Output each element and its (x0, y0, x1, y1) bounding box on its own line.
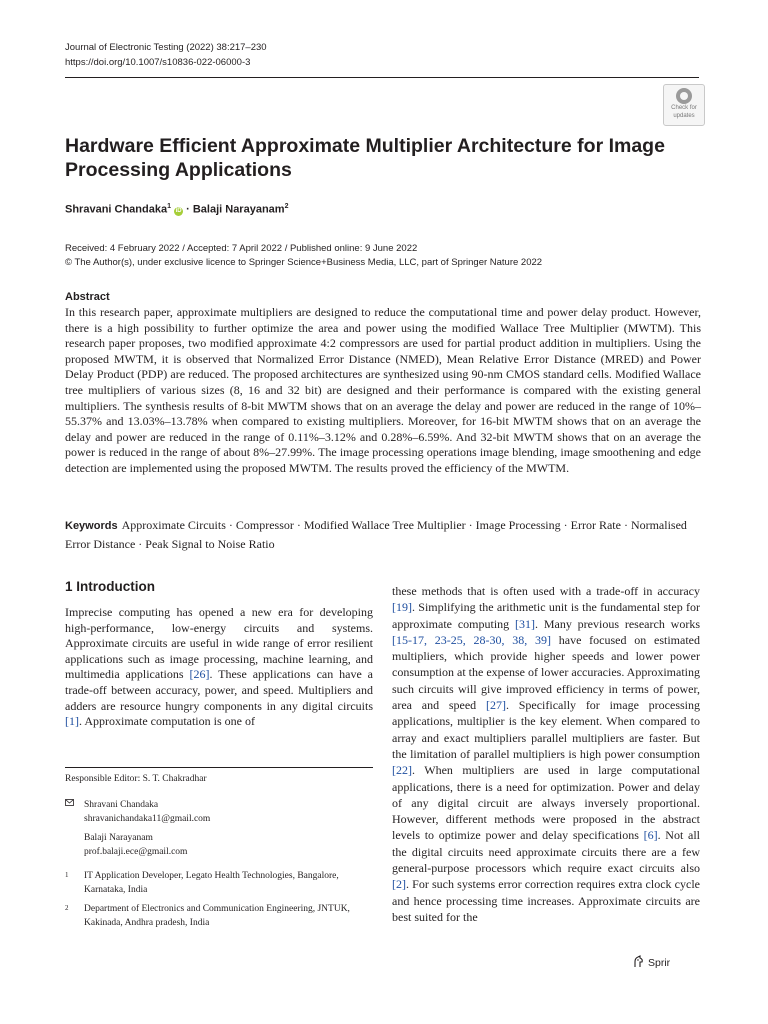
body-text: these methods that is often used with a trade-off in accuracy (392, 584, 700, 598)
keywords (65, 516, 701, 553)
intro-column-left (65, 605, 373, 730)
check-for-updates-badge[interactable] (663, 84, 705, 126)
author-list (65, 203, 288, 216)
body-text: . Not all the digital circuits need approximate circuits there are a few general-purpose processors which require exact circuits also (392, 828, 700, 876)
citation-link[interactable]: [1] (65, 714, 79, 729)
affiliation-marker: 2 (284, 203, 289, 210)
author-name: Shravani Chandaka (84, 800, 159, 810)
body-text: . These applications can have a trade-off between accuracy, power, and speed. Multipliers and adders are resource hungry components in any digital circuits (65, 667, 374, 713)
badge-line2: updates (673, 112, 695, 119)
abstract-heading: Abstract (65, 291, 110, 303)
paper-title: Hardware Efficient Approximate Multiplier Architecture for Image Processing Applications (65, 135, 665, 181)
intro-column-right (392, 583, 700, 925)
author-name[interactable]: Balaji Narayanam (192, 203, 285, 216)
badge-line1: Check for (671, 105, 697, 111)
author-email[interactable]: prof.balaji.ece@gmail.com (84, 846, 188, 857)
author-name: Balaji Narayanam (84, 833, 153, 843)
affiliation-text: IT Application Developer, Legato Health Technologies, Bangalore, Karnataka, India (84, 871, 339, 895)
citation-link[interactable]: [2] (392, 877, 406, 892)
springer-horse-icon (632, 955, 645, 971)
corresponding-author-block (65, 799, 375, 859)
keywords-heading: Keywords (65, 520, 118, 532)
body-text: have focused on estimated multipliers, which provide higher speeds and lower power consumption at the expense of lower accuracies. Approximating such circuits will give improved efficiency in terms of power, area and speed (392, 632, 700, 713)
body-text: . Simplifying the arithmetic unit is the fundamental step for approximate computing (392, 600, 700, 631)
citation-link[interactable]: [27] (485, 698, 506, 713)
affiliation-2 (65, 903, 375, 930)
doi-link[interactable]: https://doi.org/10.1007/s10836-022-06000-3 (65, 57, 251, 68)
journal-header (65, 40, 267, 70)
author-separator: · (183, 203, 193, 216)
citation-link[interactable]: [19] (392, 600, 412, 615)
body-text: . For such systems error correction requires extra clock cycle and hence processing time increases. Approximate circuits are best suited for the (392, 877, 700, 924)
keywords-text: Approximate Circuits · Compressor · Modified Wallace Tree Multiplier · Image Processing · Error Rate · Normalised Error Distance · Peak Signal to Noise Ratio (65, 518, 687, 551)
citation-link[interactable]: [26] (189, 667, 210, 682)
body-text: . Specifically for image processing applications, multiplier is the key element. When compared to array and exact multipliers parallel multipliers are faster. But the limitation of parallel multipliers is high power consumption (392, 698, 700, 761)
publisher-logo (632, 955, 670, 971)
body-text: Imprecise computing has opened a new era for developing high-performance, low-energy circuits and systems. Approximate circuits are useful in wide range of error resilient applications such as image processing, machine learning, and multimedia applications (65, 605, 373, 682)
author-name[interactable]: Shravani Chandaka (65, 203, 168, 216)
envelope-icon[interactable] (65, 799, 74, 809)
citation-link[interactable]: [6] (643, 828, 658, 843)
body-text: . Many previous research works (535, 616, 700, 631)
copyright-line: © The Author(s), under exclusive licence to Springer Science+Business Media, LLC, part of Springer Nature 2022 (65, 257, 543, 268)
received-dates: Received: 4 February 2022 / Accepted: 7 April 2022 / Published online: 9 June 2022 (65, 243, 418, 254)
footnote-rule (65, 767, 373, 768)
header-rule (65, 77, 699, 78)
section-heading: 1 Introduction (65, 579, 155, 594)
citation-link[interactable]: [22] (392, 763, 412, 778)
citation-link[interactable]: [15-17, 23-25, 28-30, 38, 39] (392, 632, 552, 647)
journal-citation: Journal of Electronic Testing (2022) 38:217–230 (65, 42, 267, 53)
affiliation-text: Department of Electronics and Communication Engineering, JNTUK, Kakinada, Andhra pradesh, India (84, 904, 350, 928)
affiliation-1 (65, 870, 375, 897)
body-text: . Approximate computation is one of (79, 714, 255, 729)
body-text: . When multipliers are used in large computational applications, there is a need for optimization. Power and delay of any digital circuit are always inversely proportional. However, different methods were proposed in the abstract levels to optimize power and delay specifications (392, 763, 700, 843)
publisher-name: Sprir (648, 957, 671, 969)
responsible-editor: Responsible Editor: S. T. Chakradhar (65, 774, 207, 784)
check-for-updates-icon (676, 88, 692, 104)
affiliation-number: 2 (65, 904, 69, 912)
affiliation-number: 1 (65, 871, 69, 879)
citation-link[interactable]: [31] (515, 616, 535, 631)
affiliation-marker: 1 (167, 203, 171, 210)
author-email[interactable]: shravanichandaka11@gmail.com (84, 813, 211, 824)
publication-dates (65, 242, 542, 270)
abstract-text: In this research paper, approximate multipliers are designed to reduce the computational time and power delay product. However, there is a high possibility to further optimize the area and power using the modified Wallace Tree Multiplier (MWTM). This research paper proposes, two modified approximate 4:2 compressors are used for partial product addition in multipliers. Using the proposed MWTM, it is observed that Normalized Error Distance (NMED), Mean Relative Error Distance (MRED) and Power Delay Product (PDP) are reduced. The proposed architectures are synthesized using 90-nm CMOS standard cells. Modified Wallace tree multipliers of various sizes (8, 16 and 32 bit) are designed and their performance is compared with the existing general multipliers. The synthesis results of 8-bit MWTM shows that on an average the delay and power are reduced in the range of 10%–55.37% and 13.03%–13.78% when compared to existing multipliers. Moreover, for 16-bit MWTM shows that on an average the delay and power are reduced in the range of 0.11%–3.12% and 0.28%–6.59%. And 32-bit MWTM shows that on an average the power is reduced in the range of about 8%–27.99%. The image processing operations image blending, image smoothening and edge detection are implemented using the proposed MWTM. The results proved the efficiency of the MWTM. (65, 305, 701, 475)
orcid-icon[interactable]: iD (175, 207, 182, 214)
